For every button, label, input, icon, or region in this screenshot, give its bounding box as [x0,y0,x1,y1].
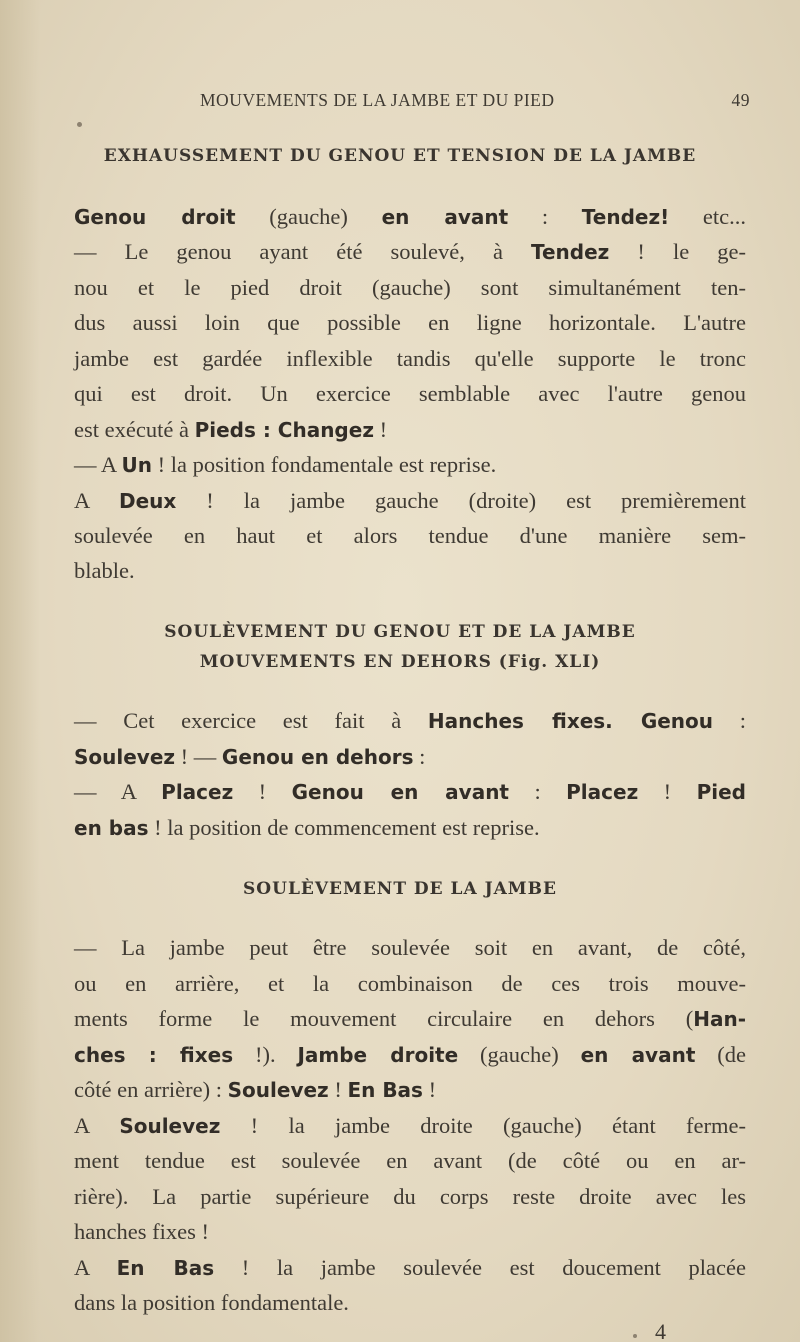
paragraph-line: dans la position fondamentale. [74,1290,349,1315]
page-number: 49 [731,90,750,110]
paragraph-line [74,1076,746,1106]
text-run: (gauche) [235,204,382,229]
text-run: côté en arrière) : [74,1077,228,1102]
bold-command: Genou droit [74,205,236,229]
bold-command: Un [121,453,153,477]
paragraph-line [74,814,746,844]
paragraph-line: soulevée en haut et alors tendue d'une manière sem- [74,523,746,548]
paragraph-line [74,451,746,481]
text-run: : [413,744,426,769]
text-run: ! [638,779,697,804]
bold-command: ches : fixes [74,1043,234,1067]
bold-command: Tendez! [581,205,670,229]
section-subheading-mouvements: MOUVEMENTS EN DEHORS (Fig. XLI) [199,652,601,672]
running-title: MOUVEMENTS DE LA JAMBE ET DU PIED [200,90,555,110]
bold-command: Pied [696,780,746,804]
bold-command: en avant [580,1043,696,1067]
bold-command: Pieds : Changez [194,418,374,442]
text-run: — A [74,452,122,477]
text-run: ! la jambe gauche (droite) est premièrement [176,488,746,513]
text-run: A [74,1113,120,1138]
bold-command: En Bas [116,1256,215,1280]
paragraph-line [74,203,746,233]
bold-command: En Bas [347,1078,423,1102]
bold-command: Tendez [531,240,610,264]
text-run: : [509,779,567,804]
text-run: — Cet exercice est fait à [74,708,428,733]
bold-command: Genou en dehors [221,745,414,769]
text-run: ! la position fondamentale est reprise. [152,452,497,477]
text-run: ments forme le mouvement circulaire en dehors ( [74,1006,694,1031]
paragraph-line: — La jambe peut être soulevée soit en avant, de côté, [74,935,746,960]
paragraph-line: nou et le pied droit (gauche) sont simultanément ten- [74,275,746,300]
bold-command: en avant [381,205,509,229]
ink-speck [633,1334,637,1338]
text-run: ! — [175,744,222,769]
section-heading-soulevement-jambe: SOULÈVEMENT DE LA JAMBE [243,879,557,899]
paragraph-line [74,487,746,517]
bold-command: Soulevez [227,1078,329,1102]
paragraph-line: qui est droit. Un exercice semblable avec l'autre genou [74,381,746,406]
paragraph-line: ment tendue est soulevée en avant (de côté ou en ar- [74,1148,746,1173]
text-run: ! [328,1077,348,1102]
text-run: — Le genou ayant été soulevé, à [74,239,531,264]
paragraph-line: dus aussi loin que possible en ligne horizontale. L'autre [74,310,746,335]
signature-mark: 4 [655,1319,666,1342]
text-run: ! le ge- [609,239,746,264]
paragraph-line [74,1254,746,1284]
paragraph-line: ou en arrière, et la combinaison de ces trois mouve- [74,971,746,996]
paragraph-line [74,1005,746,1035]
bold-command: Placez [161,780,234,804]
text-run: ! la jambe droite (gauche) étant ferme- [220,1113,746,1138]
text-run: ! [233,779,292,804]
text-run: — A [74,779,162,804]
text-run: A [74,1255,117,1280]
paragraph-line: rière). La partie supérieure du corps reste droite avec les [74,1184,746,1209]
section-heading-soulevement-genou: SOULÈVEMENT DU GENOU ET DE LA JAMBE [164,622,636,642]
text-run: (de [695,1042,746,1067]
paragraph-line [74,238,746,268]
text-run: : [713,708,746,733]
bold-command: Jambe droite [297,1043,459,1067]
paragraph-line: hanches fixes ! [74,1219,209,1244]
bold-command: Soulevez [74,745,176,769]
text-run: ! [422,1077,437,1102]
ink-speck [77,122,82,127]
bold-command: Deux [119,489,177,513]
text-run: ! la jambe soulevée est doucement placée [214,1255,746,1280]
bold-command: Hanches fixes. Genou [427,709,714,733]
text-run: etc... [669,204,746,229]
text-run: ! la position de commencement est reprise. [148,815,540,840]
bold-command: Soulevez [119,1114,221,1138]
paragraph-line [74,1041,746,1071]
text-run: : [508,204,582,229]
paragraph-line: blable. [74,558,135,583]
paragraph-line [74,743,746,773]
text-run: !). [233,1042,298,1067]
paragraph-line: jambe est gardée inflexible tandis qu'elle supporte le tronc [74,346,746,371]
bold-command: Genou en avant [291,780,509,804]
bold-command: Placez [566,780,639,804]
text-run: (gauche) [458,1042,581,1067]
section-heading-exhaussement: EXHAUSSEMENT DU GENOU ET TENSION DE LA JAMBE [103,146,697,166]
paragraph-line [74,416,746,446]
text-run: ! [373,417,388,442]
bold-command: Han- [693,1007,746,1031]
paragraph-line [74,707,746,737]
bold-command: en bas [74,816,149,840]
text-run: A [74,488,119,513]
text-run: est exécuté à [74,417,195,442]
paragraph-line [74,778,746,808]
paragraph-line [74,1112,746,1142]
